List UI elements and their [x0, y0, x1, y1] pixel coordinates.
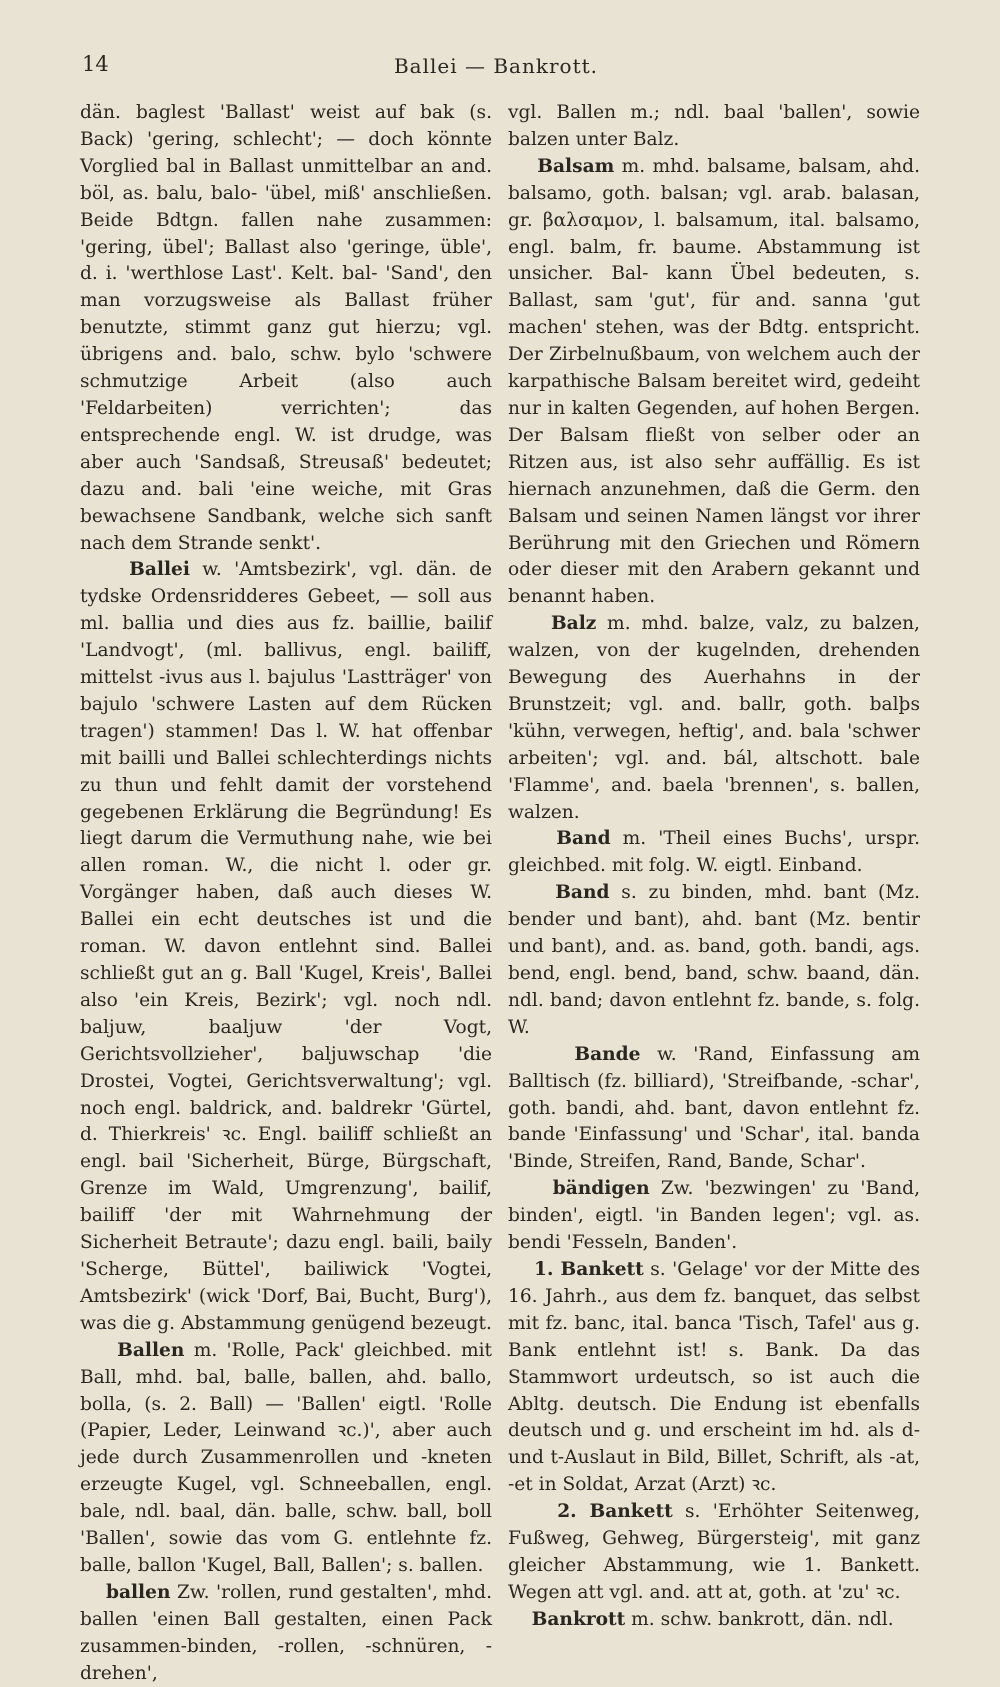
entry [508, 611, 920, 826]
headword: 2. Bankett [557, 1501, 673, 1523]
entry-text: Zw. 'bezwingen' zu 'Band, binden', eigtl. 'in Banden legen'; vgl. as. bendi 'Fesseln, Banden'. [508, 1178, 920, 1254]
entry [508, 1499, 920, 1607]
entry-text: s. zu binden, mhd. bant (Mz. bender und bant), ahd. bant (Mz. bentir und bant), and. as. band, goth. bandi, ags. bend, engl. bend, band, schw. baand, dän. ndl. band; davon entlehnt fz. bande, s. folg. W. [508, 882, 920, 1038]
headword: Balz [550, 613, 597, 635]
entry [508, 880, 920, 1041]
entry [508, 154, 920, 611]
entry-text: w. 'Amtsbezirk', vgl. dän. de tydske Ordensridderes Gebeet, — soll aus ml. ballia und dies aus fz. baillie, bailif 'Landvogt', (ml. ballivus, engl. bailiff, mittelst -ivus aus l. bajulus 'Lastträger' von bajulo 'schwere Lasten auf dem Rücken tragen') stammen! Das l. W. hat offenbar mit bailli und Ballei schlechterdings nichts zu thun und fehlt damit der vorstehend gegebenen Erklärung die Begründung! Es liegt darum die Vermuthung nahe, wie bei allen roman. W., die nicht l. oder gr. Vorgänger haben, daß auch dieses W. Ballei ein echt deutsches ist und die roman. W. davon entlehnt sind. Ballei schließt gut an g. Ball 'Kugel, Kreis', Ballei also 'ein Kreis, Bezirk'; vgl. noch ndl. baljuw, baaljuw 'der Vogt, Gerichtsvollzieher', baljuwschap 'die Drostei, Vogtei, Gerichtsverwaltung'; vgl. noch engl. baldrick, and. baldrekr 'Gürtel, d. Thierkreis' ꝛc. Engl. bailiff schließt an engl. bail 'Sicherheit, Bürge, Bürgschaft, Grenze im Wald, Umgrenzung', bailif, bailiff 'der mit Wahrnehmung der Sicherheit Betraute'; dazu engl. baili, baily 'Scherge, Büttel', bailiwick 'Vogtei, Amtsbezirk' (wick 'Dorf, Bai, Bucht, Burg'), was die g. Abstammung genügend bezeugt. [80, 559, 492, 1334]
entry [508, 100, 920, 154]
headword: Balsam [537, 155, 615, 177]
entry [80, 1580, 492, 1687]
entry-text: m. 'Rolle, Pack' gleichbed. mit Ball, mhd. bal, balle, ballen, ahd. ballo, bolla, (s. 2. Ball) — 'Ballen' eigtl. 'Rolle (Papier, Leder, Leinwand ꝛc.)', aber auch jede durch Zusammenrollen und -kneten erzeugte Kugel, vgl. Schneeballen, engl. bale, ndl. baal, dän. balle, schw. ball, boll 'Ballen', sowie das vom G. entlehnte fz. balle, ballon 'Kugel, Ball, Ballen'; s. ballen. [80, 1339, 492, 1576]
entry-text: w. 'Rand, Einfassung am Balltisch (fz. billiard), 'Streifbande, -schar', goth. bandi, ahd. bant, davon entlehnt fz. bande 'Einfassung' und 'Schar', ital. banda 'Binde, Streifen, Rand, Bande, Schar'. [508, 1043, 920, 1173]
entry [508, 1257, 920, 1499]
entry [508, 1176, 920, 1257]
right-column [508, 100, 920, 1634]
entry [508, 1607, 920, 1634]
page-header [82, 52, 910, 82]
headword: Ballen [117, 1339, 185, 1361]
entry [80, 557, 492, 1337]
entry-text: s. 'Gelage' vor der Mitte des 16. Jahrh., aus dem fz. banquet, das selbst mit fz. banc, ital. banca 'Tisch, Tafel' aus g. Bank entlehnt ist! s. Bank. Da das Stammwort urdeutsch, so ist auch die Abltg. deutsch. Die Endung ist ebenfalls deutsch und g. und erscheint im hd. als d- und t-Auslaut in Bild, Billet, Schrift, als -at, -et in Soldat, Arzat (Arzt) ꝛc. [508, 1258, 920, 1496]
entry [508, 826, 920, 880]
headword: Bande [574, 1043, 641, 1065]
entry-text: m. 'Theil eines Buchs', urspr. gleichbed. mit folg. W. eigtl. Einband. [508, 828, 920, 877]
left-column [80, 100, 492, 1687]
entry-text: dän. baglest 'Ballast' weist auf bak (s. Back) 'gering, schlecht'; — doch könnte Vorglied bal in Ballast unmittelbar an and. böl, as. balu, balo- 'übel, miß' anschließen. Beide Bdtgn. fallen nahe zusammen: 'gering, übel'; Ballast also 'geringe, üble', d. i. 'werthlose Last'. Kelt. bal- 'Sand', den man vorzugsweise als Ballast früher benutzte, stimmt ganz gut hierzu; vgl. übrigens and. balo, schw. bylo 'schwere schmutzige Arbeit (also auch 'Feldarbeiten) verrichten'; das entsprechende engl. W. ist drudge, was aber auch 'Sandsaß, Streusaß' bedeutet; dazu and. bali 'eine weiche, mit Gras bewachsene Sandbank, welche sich sanft nach dem Strande senkt'. [80, 102, 492, 554]
entry-text: m. mhd. balze, valz, zu balzen, walzen, von der kugelnden, drehenden Bewegung des Auerhahns in der Brunstzeit; vgl. and. ballr, goth. balþs 'kühn, verwegen, heftig', and. bala 'schwer arbeiten'; vgl. and. bál, altschott. bale 'Flamme', and. baela 'brennen', s. ballen, walzen. [508, 613, 920, 823]
headword: ballen [105, 1581, 171, 1603]
running-head: Ballei — Bankrott. [393, 54, 598, 78]
headword: Bankrott [531, 1608, 626, 1630]
headword: bändigen [552, 1178, 650, 1200]
entry-text: s. 'Erhöhter Seitenweg, Fußweg, Gehweg, Bürgersteig', mit ganz gleicher Abstammung, wie 1. Bankett. Wegen att vgl. and. att at, goth. at 'zu' ꝛc. [508, 1501, 920, 1603]
headword: Band [556, 828, 611, 850]
entry-text: vgl. Ballen m.; ndl. baal 'ballen', sowie balzen unter Balz. [508, 102, 920, 150]
entry-text: m. mhd. balsame, balsam, ahd. balsamo, goth. balsan; vgl. arab. balasan, gr. βαλσαμον, l. balsamum, ital. balsamo, engl. balm, fr. baume. Abstammung ist unsicher. Bal- kann Übel bedeuten, s. Ballast, sam 'gut', für and. sanna 'gut machen' stehen, was der Bdtg. entspricht. Der Zirbelnußbaum, von welchem auch der karpathische Balsam bereitet wird, gedeiht nur in kalten Gegenden, auf hohen Bergen. Der Balsam fließt von selber oder an Ritzen aus, ist also sehr auffällig. Es ist hiernach anzunehmen, daß die Germ. den Balsam und seinen Namen längst vor ihrer Berührung mit den Griechen und Römern oder dieser mit den Arabern gekannt und benannt haben. [508, 155, 920, 608]
entry-text: m. schw. bankrott, dän. ndl. [625, 1608, 894, 1630]
entry [80, 100, 492, 557]
entry [80, 1338, 492, 1580]
page-number: 14 [82, 52, 109, 76]
headword: Band [555, 882, 610, 904]
headword: 1. Bankett [534, 1258, 644, 1280]
entry-text: Zw. 'rollen, rund gestalten', mhd. ballen 'einen Ball gestalten, einen Pack zusammen-binden, -rollen, -schnüren, -drehen', [80, 1581, 492, 1684]
headword: Ballei [129, 559, 190, 581]
entry [508, 1042, 920, 1177]
